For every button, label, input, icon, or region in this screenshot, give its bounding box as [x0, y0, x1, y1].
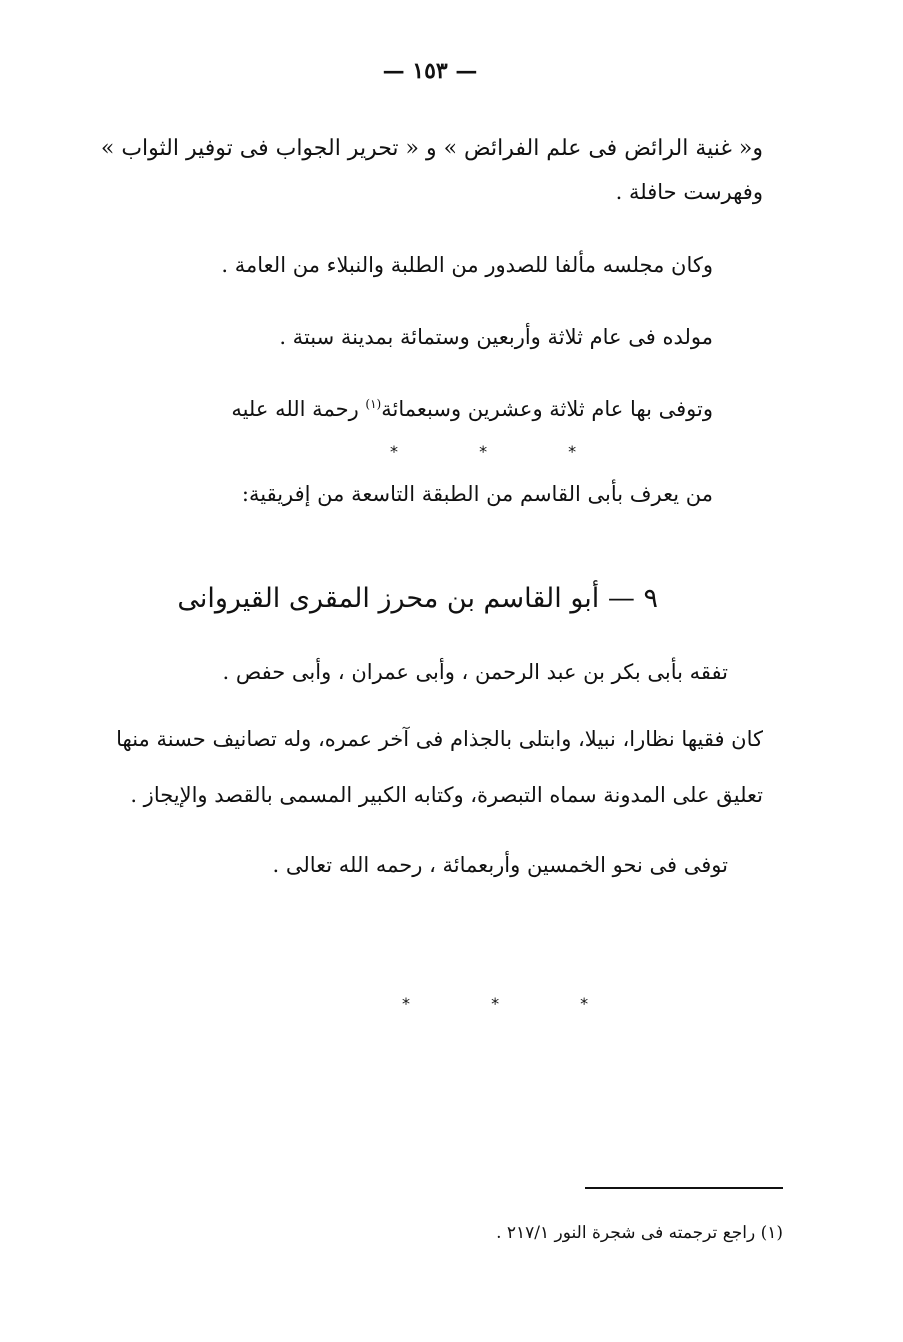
text-line-9: تعليق على المدونة سماه التبصرة، وكتابه الكبير المسمى بالقصد والإيجاز .	[130, 783, 763, 807]
death-date-text: وتوفى بها عام ثلاثة وعشرين وسبعمائة	[381, 397, 713, 421]
text-line-8: كان فقيها نظارا، نبيلا، وابتلى بالجذام فى آخر عمره، وله تصانيف حسنة منها	[116, 727, 763, 751]
text-line-6: من يعرف بأبى القاسم من الطبقة التاسعة من إفريقية:	[241, 482, 713, 506]
text-line-1: و« غنية الرائض فى علم الفرائض » و « تحرير الجواب فى توفير الثواب »	[100, 136, 763, 161]
page-number: — ١٥٣ —	[382, 58, 478, 84]
text-line-3: وكان مجلسه مألفا للصدور من الطلبة والنبلاء من العامة .	[221, 253, 713, 277]
entry-title: ٩ — أبو القاسم بن محرز المقرى القيروانى	[177, 583, 658, 614]
text-line-2: وفهرست حافلة .	[615, 180, 763, 204]
end-divider-stars: * * *	[402, 994, 627, 1013]
footnote-marker: (١)	[365, 397, 382, 411]
blessing-text: رحمة الله عليه	[231, 397, 359, 421]
footnote-1: (١) راجع ترجمته فى شجرة النور ٢١٧/١ .	[496, 1223, 783, 1243]
text-line-10: توفى فى نحو الخمسين وأربعمائة ، رحمه الله تعالى .	[272, 853, 728, 877]
section-divider-stars: * * *	[390, 442, 615, 461]
text-line-7: تفقه بأبى بكر بن عبد الرحمن ، وأبى عمران ، وأبى حفص .	[222, 660, 728, 684]
footnote-separator	[585, 1187, 783, 1189]
text-line-5	[231, 397, 713, 422]
text-line-4: مولده فى عام ثلاثة وأربعين وستمائة بمدينة سبتة .	[279, 325, 713, 349]
